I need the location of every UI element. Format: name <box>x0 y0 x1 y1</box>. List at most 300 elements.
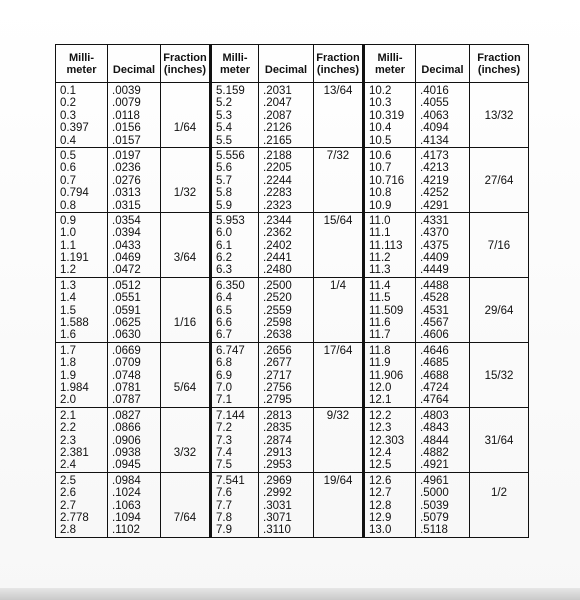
fraction-spacer <box>474 85 524 97</box>
decimal-value: .1094 <box>112 511 141 524</box>
column-header <box>161 45 211 83</box>
millimeter-value: 11.113 <box>369 239 403 252</box>
decimal-value: .2047 <box>263 97 292 110</box>
millimeter-value: 1.984 <box>60 381 89 394</box>
fraction-value: 3/64 <box>173 252 197 265</box>
fraction-spacer <box>165 475 205 487</box>
millimeter-value: 10.8 <box>369 187 392 200</box>
page-bottom-shadow <box>0 588 580 600</box>
column-header-line1: Milli- <box>68 51 95 64</box>
decimal-value: .2480 <box>263 264 292 277</box>
millimeter-value: 7.0 <box>216 381 232 394</box>
millimeter-cell <box>56 472 108 537</box>
millimeter-value: 6.2 <box>216 252 232 265</box>
millimeter-cell <box>364 277 416 342</box>
millimeter-value: 0.794 <box>60 187 89 200</box>
decimal-value: .0866 <box>112 422 141 435</box>
decimal-value: .2165 <box>263 134 292 147</box>
millimeter-value: 12.5 <box>369 459 392 472</box>
decimal-value: .0630 <box>112 329 141 342</box>
millimeter-value: 0.4 <box>60 134 76 147</box>
fraction-cell <box>314 83 364 148</box>
column-header <box>314 45 364 83</box>
millimeter-value: 11.509 <box>369 304 404 317</box>
fraction-spacer <box>474 187 524 199</box>
decimal-value: .0827 <box>112 409 141 422</box>
fraction-value: 15/32 <box>484 369 514 382</box>
column-header-line2: (inches) <box>163 64 207 76</box>
millimeter-value: 1.191 <box>60 252 89 265</box>
decimal-value: .0157 <box>112 134 141 147</box>
fraction-spacer <box>165 227 205 239</box>
fraction-cell <box>314 407 364 472</box>
decimal-value: .4646 <box>420 344 449 357</box>
decimal-value: .3071 <box>263 511 292 524</box>
millimeter-value: 5.6 <box>216 162 232 175</box>
fraction-spacer <box>318 357 358 369</box>
decimal-value: .0236 <box>112 162 141 175</box>
column-header <box>416 45 470 83</box>
millimeter-value: 11.9 <box>369 357 391 370</box>
fraction-spacer <box>474 345 524 357</box>
decimal-cell <box>108 212 161 277</box>
fraction-cell <box>470 147 529 212</box>
fraction-spacer <box>474 382 524 394</box>
fraction-cell <box>161 83 211 148</box>
millimeter-cell <box>211 212 259 277</box>
column-header-line2: (inches) <box>316 64 360 76</box>
decimal-value: .4803 <box>420 409 449 422</box>
decimal-value: .0315 <box>112 199 141 212</box>
fraction-spacer <box>318 110 358 122</box>
table-row <box>56 472 529 537</box>
decimal-cell <box>416 147 470 212</box>
column-header-line2: Decimal <box>112 64 156 76</box>
fraction-cell <box>161 472 211 537</box>
decimal-cell <box>416 472 470 537</box>
fraction-spacer <box>318 292 358 304</box>
millimeter-value: 1.6 <box>60 329 76 342</box>
decimal-value: .2969 <box>263 474 292 487</box>
decimal-value: .2205 <box>263 162 292 175</box>
decimal-cell <box>108 472 161 537</box>
fraction-spacer <box>165 292 205 304</box>
millimeter-value: 12.9 <box>369 511 392 524</box>
fraction-spacer <box>165 135 205 147</box>
fraction-spacer <box>474 150 524 162</box>
millimeter-value: 0.2 <box>60 97 76 110</box>
fraction-spacer <box>318 500 358 512</box>
decimal-value: .4688 <box>420 369 449 382</box>
millimeter-value: 7.8 <box>216 511 232 524</box>
fraction-spacer <box>474 317 524 329</box>
millimeter-value: 6.4 <box>216 292 232 305</box>
millimeter-value: 1.3 <box>60 279 76 292</box>
fraction-spacer <box>318 240 358 252</box>
column-header-line2: (inches) <box>477 64 521 76</box>
fraction-value: 1/2 <box>491 487 507 500</box>
decimal-value: .2795 <box>263 394 292 407</box>
decimal-value: .0433 <box>112 239 141 252</box>
fraction-spacer <box>318 447 358 459</box>
millimeter-value: 2.2 <box>60 422 76 435</box>
millimeter-value: 1.588 <box>60 317 89 330</box>
column-header-line1: Milli- <box>222 51 248 64</box>
millimeter-cell <box>56 277 108 342</box>
column-header-line1 <box>260 51 312 63</box>
millimeter-value: 2.381 <box>60 446 89 459</box>
column-header-line2: meter <box>66 64 97 76</box>
fraction-value: 13/32 <box>484 109 514 122</box>
fraction-spacer <box>165 110 205 122</box>
decimal-cell <box>259 277 314 342</box>
millimeter-value: 11.7 <box>369 329 391 342</box>
decimal-value: .4531 <box>420 304 449 317</box>
millimeter-cell <box>56 147 108 212</box>
millimeter-value: 5.159 <box>216 85 245 97</box>
millimeter-value: 5.4 <box>216 122 232 135</box>
decimal-value: .5079 <box>420 511 449 524</box>
millimeter-value: 12.303 <box>369 434 405 447</box>
millimeter-value: 2.4 <box>60 459 76 472</box>
millimeter-value: 6.3 <box>216 264 232 277</box>
decimal-value: .0197 <box>112 149 141 162</box>
decimal-value: .4375 <box>420 239 449 252</box>
decimal-value: .0313 <box>112 187 141 200</box>
fraction-spacer <box>165 305 205 317</box>
millimeter-value: 11.6 <box>369 317 391 330</box>
fraction-spacer <box>318 329 358 341</box>
decimal-value: .0394 <box>112 227 141 240</box>
millimeter-cell <box>211 342 259 407</box>
millimeter-value: 6.0 <box>216 227 232 240</box>
decimal-value: .2656 <box>263 344 292 357</box>
fraction-spacer <box>318 162 358 174</box>
decimal-value: .4528 <box>420 292 449 305</box>
column-header <box>56 45 108 83</box>
millimeter-value: 12.7 <box>369 487 392 500</box>
table-row <box>56 83 529 148</box>
millimeter-cell <box>364 212 416 277</box>
header-row <box>56 45 529 83</box>
fraction-spacer <box>318 382 358 394</box>
millimeter-cell <box>364 83 416 148</box>
fraction-value: 9/32 <box>326 409 350 422</box>
decimal-value: .0039 <box>112 85 141 97</box>
fraction-value: 19/64 <box>323 474 353 487</box>
decimal-cell <box>259 407 314 472</box>
millimeter-value: 0.3 <box>60 109 76 122</box>
decimal-value: .0748 <box>112 369 141 382</box>
decimal-value: .5000 <box>420 487 449 500</box>
millimeter-cell <box>211 407 259 472</box>
millimeter-value: 2.6 <box>60 487 76 500</box>
fraction-cell <box>314 277 364 342</box>
decimal-value: .4173 <box>420 149 449 162</box>
decimal-value: .2402 <box>263 239 292 252</box>
millimeter-value: 6.5 <box>216 304 232 317</box>
millimeter-value: 10.3 <box>369 97 392 110</box>
fraction-spacer <box>318 459 358 471</box>
fraction-value: 7/16 <box>487 239 511 252</box>
column-header-line2: Decimal <box>421 64 464 76</box>
millimeter-value: 11.2 <box>369 252 391 265</box>
decimal-value: .2756 <box>263 381 292 394</box>
decimal-value: .4219 <box>420 174 449 187</box>
fraction-spacer <box>474 512 524 524</box>
millimeter-value: 6.1 <box>216 239 232 252</box>
fraction-value: 1/4 <box>330 279 346 292</box>
millimeter-value: 0.9 <box>60 214 76 227</box>
column-header-line1 <box>417 51 468 63</box>
decimal-cell <box>108 83 161 148</box>
decimal-value: .2244 <box>263 174 292 187</box>
millimeter-value: 6.350 <box>216 279 245 292</box>
column-header-line1: Milli- <box>377 51 403 64</box>
conversion-table <box>55 44 529 538</box>
decimal-value: .4844 <box>420 434 449 447</box>
decimal-value: .2441 <box>263 252 292 265</box>
fraction-spacer <box>165 459 205 471</box>
millimeter-value: 6.9 <box>216 369 232 382</box>
millimeter-value: 1.0 <box>60 227 76 240</box>
fraction-spacer <box>474 447 524 459</box>
millimeter-cell <box>211 277 259 342</box>
table-row <box>56 212 529 277</box>
decimal-value: .2835 <box>263 422 292 435</box>
column-header-line2: Decimal <box>264 64 308 76</box>
millimeter-value: 11.5 <box>369 292 391 305</box>
decimal-value: .3110 <box>263 524 291 537</box>
millimeter-value: 0.1 <box>60 85 76 97</box>
column-header <box>364 45 416 83</box>
decimal-value: .4843 <box>420 422 449 435</box>
fraction-spacer <box>474 97 524 109</box>
millimeter-cell <box>364 342 416 407</box>
fraction-value: 3/32 <box>173 446 197 459</box>
millimeter-value: 10.9 <box>369 199 392 212</box>
fraction-spacer <box>318 512 358 524</box>
decimal-value: .2953 <box>263 459 292 472</box>
decimal-value: .4291 <box>420 199 449 212</box>
fraction-value: 7/64 <box>173 511 197 524</box>
millimeter-cell <box>56 407 108 472</box>
millimeter-value: 12.3 <box>369 422 392 435</box>
fraction-spacer <box>165 394 205 406</box>
decimal-value: .4409 <box>420 252 449 265</box>
decimal-value: .0709 <box>112 357 141 370</box>
fraction-spacer <box>474 252 524 264</box>
decimal-value: .2283 <box>263 187 292 200</box>
decimal-cell <box>416 407 470 472</box>
fraction-value: 1/64 <box>173 122 197 135</box>
fraction-spacer <box>474 264 524 276</box>
millimeter-value: 7.541 <box>216 474 245 487</box>
fraction-cell <box>470 472 529 537</box>
fraction-cell <box>470 212 529 277</box>
millimeter-value: 11.906 <box>369 369 404 382</box>
decimal-value: .5039 <box>420 499 449 512</box>
decimal-value: .2638 <box>263 329 292 342</box>
column-header <box>211 45 259 83</box>
millimeter-value: 12.1 <box>369 394 392 407</box>
decimal-cell <box>108 407 161 472</box>
millimeter-value: 10.4 <box>369 122 392 135</box>
fraction-cell <box>161 407 211 472</box>
decimal-value: .2500 <box>263 279 292 292</box>
millimeter-value: 1.7 <box>60 344 76 357</box>
fraction-cell <box>161 212 211 277</box>
decimal-value: .4055 <box>420 97 449 110</box>
decimal-value: .0512 <box>112 279 141 292</box>
millimeter-value: 5.3 <box>216 109 232 122</box>
decimal-cell <box>259 212 314 277</box>
decimal-value: .1102 <box>112 524 140 537</box>
millimeter-value: 1.8 <box>60 357 76 370</box>
fraction-spacer <box>165 524 205 536</box>
millimeter-cell <box>364 472 416 537</box>
fraction-spacer <box>474 422 524 434</box>
millimeter-value: 10.716 <box>369 174 405 187</box>
decimal-value: .2323 <box>263 199 292 212</box>
column-header-line2: meter <box>375 64 405 76</box>
millimeter-value: 11.8 <box>369 344 391 357</box>
millimeter-value: 7.3 <box>216 434 232 447</box>
decimal-value: .2813 <box>263 409 292 422</box>
millimeter-value: 6.6 <box>216 317 232 330</box>
fraction-spacer <box>165 329 205 341</box>
fraction-spacer <box>318 317 358 329</box>
decimal-value: .1063 <box>112 499 141 512</box>
fraction-spacer <box>318 97 358 109</box>
millimeter-value: 10.2 <box>369 85 392 97</box>
millimeter-cell <box>56 212 108 277</box>
millimeter-value: 7.7 <box>216 499 232 512</box>
fraction-spacer <box>474 162 524 174</box>
millimeter-value: 7.2 <box>216 422 232 435</box>
fraction-spacer <box>165 85 205 97</box>
fraction-value: 29/64 <box>484 304 514 317</box>
fraction-spacer <box>318 135 358 147</box>
decimal-value: .3031 <box>263 499 292 512</box>
decimal-value: .2677 <box>263 357 292 370</box>
column-header-line2: meter <box>220 64 250 76</box>
millimeter-value: 12.6 <box>369 474 392 487</box>
millimeter-value: 2.0 <box>60 394 76 407</box>
decimal-value: .0984 <box>112 474 141 487</box>
millimeter-value: 7.1 <box>216 394 232 407</box>
decimal-value: .4252 <box>420 187 449 200</box>
fraction-spacer <box>165 150 205 162</box>
fraction-spacer <box>474 524 524 536</box>
fraction-spacer <box>318 487 358 499</box>
decimal-value: .4724 <box>420 381 449 394</box>
decimal-value: .0551 <box>112 292 141 305</box>
fraction-value: 7/32 <box>326 149 350 162</box>
fraction-spacer <box>165 370 205 382</box>
fraction-value: 27/64 <box>484 174 514 187</box>
millimeter-cell <box>56 342 108 407</box>
millimeter-value: 1.2 <box>60 264 76 277</box>
fraction-cell <box>314 147 364 212</box>
decimal-value: .0787 <box>112 394 141 407</box>
millimeter-cell <box>211 83 259 148</box>
millimeter-value: 13.0 <box>369 524 392 537</box>
millimeter-value: 11.3 <box>369 264 391 277</box>
millimeter-value: 2.8 <box>60 524 76 537</box>
decimal-value: .2717 <box>263 369 292 382</box>
decimal-value: .4331 <box>420 214 449 227</box>
decimal-value: .0472 <box>112 264 141 277</box>
millimeter-value: 12.8 <box>369 499 392 512</box>
fraction-value: 17/64 <box>323 344 353 357</box>
millimeter-value: 7.6 <box>216 487 232 500</box>
decimal-value: .2598 <box>263 317 292 330</box>
millimeter-value: 11.4 <box>369 279 391 292</box>
fraction-cell <box>161 147 211 212</box>
millimeter-value: 12.2 <box>369 409 392 422</box>
decimal-value: .0079 <box>112 97 141 110</box>
millimeter-value: 5.2 <box>216 97 232 110</box>
column-header <box>470 45 529 83</box>
fraction-spacer <box>165 357 205 369</box>
millimeter-value: 0.5 <box>60 149 76 162</box>
millimeter-cell <box>56 83 108 148</box>
fraction-spacer <box>165 175 205 187</box>
decimal-value: .1024 <box>112 487 141 500</box>
decimal-value: .0781 <box>112 381 141 394</box>
fraction-spacer <box>318 394 358 406</box>
fraction-spacer <box>165 280 205 292</box>
fraction-spacer <box>318 305 358 317</box>
millimeter-value: 5.5 <box>216 134 232 147</box>
fraction-spacer <box>318 175 358 187</box>
millimeter-value: 1.5 <box>60 304 76 317</box>
fraction-cell <box>470 342 529 407</box>
millimeter-cell <box>211 472 259 537</box>
decimal-value: .2520 <box>263 292 292 305</box>
fraction-spacer <box>318 122 358 134</box>
millimeter-value: 0.6 <box>60 162 76 175</box>
fraction-cell <box>314 342 364 407</box>
fraction-spacer <box>165 97 205 109</box>
decimal-value: .2031 <box>263 85 292 97</box>
millimeter-value: 10.6 <box>369 149 392 162</box>
decimal-cell <box>108 342 161 407</box>
millimeter-value: 5.9 <box>216 199 232 212</box>
column-header-line1: Fraction <box>477 51 521 64</box>
decimal-value: .4961 <box>420 474 449 487</box>
millimeter-value: 12.4 <box>369 446 392 459</box>
decimal-value: .2362 <box>263 227 292 240</box>
millimeter-value: 5.953 <box>216 214 245 227</box>
fraction-spacer <box>474 200 524 212</box>
fraction-spacer <box>474 122 524 134</box>
fraction-spacer <box>474 329 524 341</box>
fraction-spacer <box>318 264 358 276</box>
fraction-spacer <box>165 162 205 174</box>
decimal-value: .0938 <box>112 446 141 459</box>
millimeter-value: 10.5 <box>369 134 392 147</box>
fraction-spacer <box>474 475 524 487</box>
decimal-value: .0945 <box>112 459 141 472</box>
decimal-value: .4016 <box>420 85 449 97</box>
decimal-value: .4685 <box>420 357 449 370</box>
fraction-spacer <box>318 227 358 239</box>
fraction-value: 1/16 <box>173 317 197 330</box>
column-header-line1: Fraction <box>163 51 207 64</box>
fraction-cell <box>161 277 211 342</box>
